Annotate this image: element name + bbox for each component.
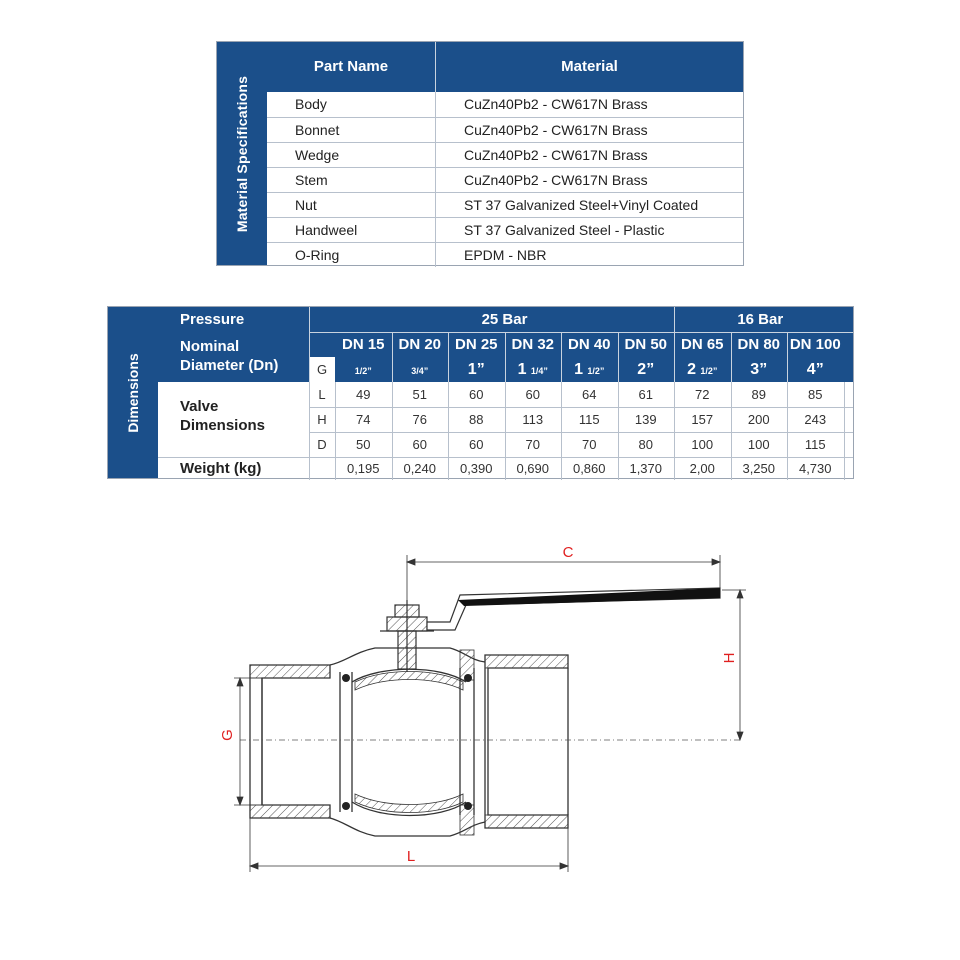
hatched-sections	[250, 650, 568, 835]
part-name-cell: O-Ring	[295, 247, 340, 263]
g-fraction: 1/4”	[530, 366, 548, 376]
pressure-label: Pressure	[180, 311, 245, 328]
dim-value: 80	[638, 437, 653, 452]
dn-header: DN 65	[680, 336, 724, 353]
part-name-cell: Bonnet	[295, 122, 340, 138]
col-material: Material	[435, 42, 743, 92]
dim-value: 200	[747, 412, 770, 427]
weight-label: Weight (kg)	[180, 460, 262, 477]
col-part-name: Part Name	[313, 58, 389, 75]
o-ring-seals	[342, 674, 472, 810]
weight-value: 0,860	[572, 461, 606, 476]
dim-value: 60	[469, 387, 484, 402]
g-label: G	[309, 357, 335, 382]
dim-value: 51	[412, 387, 427, 402]
weight-value: 1,370	[629, 461, 663, 476]
dn-header: DN 50	[624, 336, 668, 353]
dim-key-h: H	[317, 412, 327, 427]
material-cell: CuZn40Pb2 - CW617N Brass	[435, 118, 743, 142]
dim-value: 115	[804, 437, 826, 452]
g-main: 2”	[637, 361, 655, 378]
valve-stem	[380, 600, 434, 672]
g-main: 1	[517, 361, 527, 378]
label-l: L	[406, 848, 416, 865]
dim-key-d: D	[317, 437, 327, 452]
valve-handle	[427, 588, 720, 630]
nominal-label-1: Nominal	[180, 338, 240, 355]
dn-header: DN 40	[567, 336, 611, 353]
dn-header: DN 25	[454, 336, 498, 353]
dim-value: 76	[412, 412, 427, 427]
part-name-cell: Nut	[295, 197, 317, 213]
label-c: C	[562, 544, 574, 561]
dim-value: 74	[356, 412, 371, 427]
label-h: H	[721, 652, 738, 664]
g-fraction: 1/2”	[354, 366, 372, 376]
dim-value: 72	[695, 387, 710, 402]
material-cell: CuZn40Pb2 - CW617N Brass	[435, 143, 743, 167]
material-cell: ST 37 Galvanized Steel - Plastic	[435, 218, 743, 242]
dim-value: 243	[804, 412, 827, 427]
dn-header: DN 20	[398, 336, 442, 353]
nominal-label-2: Diameter (Dn)	[180, 357, 279, 374]
weight-value: 3,250	[742, 461, 776, 476]
material-cell: CuZn40Pb2 - CW617N Brass	[435, 92, 743, 117]
dim-value: 85	[808, 387, 823, 402]
dimension-h	[722, 590, 746, 740]
dim-value: 70	[582, 437, 597, 452]
weight-value: 0,240	[403, 461, 437, 476]
g-main: 1”	[467, 361, 485, 378]
dimension-g	[234, 678, 262, 805]
dn-header: DN 100	[789, 336, 841, 353]
label-g: G	[219, 729, 236, 741]
dim-value: 49	[356, 387, 371, 402]
part-name-cell: Body	[295, 96, 327, 112]
material-side-label: Material Specifications	[234, 75, 250, 232]
dim-value: 61	[638, 387, 653, 402]
part-name-cell: Wedge	[295, 147, 340, 163]
dn-header: DN 15	[341, 336, 385, 353]
dim-value: 60	[525, 387, 540, 402]
g-main: 2	[687, 361, 696, 378]
dim-value: 88	[469, 412, 484, 427]
material-cell: ST 37 Galvanized Steel+Vinyl Coated	[435, 193, 743, 217]
part-name-cell: Stem	[295, 172, 328, 188]
g-main: 1	[574, 361, 583, 378]
pressure-16-bar: 16 Bar	[737, 311, 784, 328]
dim-value: 115	[578, 412, 600, 427]
dim-value: 100	[691, 437, 714, 452]
dimensions-side-label: Dimensions	[125, 352, 141, 433]
dim-value: 50	[356, 437, 371, 452]
valve-label-1: Valve	[180, 398, 219, 415]
dim-value: 157	[691, 412, 714, 427]
g-fraction: 3/4”	[411, 366, 429, 376]
dim-value: 100	[747, 437, 770, 452]
dim-value: 60	[412, 437, 427, 452]
g-fraction: 1/2”	[700, 366, 718, 376]
dim-value: 139	[634, 412, 657, 427]
weight-value: 4,730	[798, 461, 832, 476]
weight-value: 0,390	[459, 461, 493, 476]
material-cell: EPDM - NBR	[435, 243, 743, 267]
dim-value: 113	[522, 412, 544, 427]
weight-value: 0,690	[516, 461, 550, 476]
weight-value: 2,00	[689, 461, 715, 476]
valve-label-2: Dimensions	[180, 417, 266, 434]
dn-header: DN 80	[737, 336, 781, 353]
dim-value: 64	[582, 387, 597, 402]
weight-value: 0,195	[346, 461, 380, 476]
part-name-cell: Handweel	[295, 222, 358, 238]
g-fraction: 1/2”	[587, 366, 605, 376]
pressure-25-bar: 25 Bar	[481, 311, 528, 328]
dim-value: 60	[469, 437, 484, 452]
g-main: 4”	[806, 361, 824, 378]
dn-header: DN 32	[511, 336, 555, 353]
g-main: 3”	[750, 361, 768, 378]
dim-key-l: L	[318, 387, 326, 402]
material-cell: CuZn40Pb2 - CW617N Brass	[435, 168, 743, 192]
dim-value: 70	[525, 437, 540, 452]
dim-value: 89	[751, 387, 766, 402]
